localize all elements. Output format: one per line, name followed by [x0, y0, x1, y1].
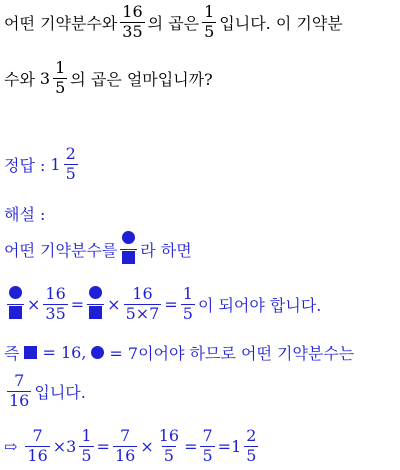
solution-step-4: $\frac{7}{16}$ 입니다.: [9, 371, 86, 410]
solution-step-3: 즉 = 16, = 7이어야 하므로 어떤 기약분수는: [4, 343, 355, 363]
circle-shape-icon: [89, 286, 102, 299]
mixed-number: 3 $\frac{1}{5}$: [66, 426, 92, 465]
problem-text: 의 곱은 얼마입니까?: [70, 69, 213, 89]
answer-label: 정답 :: [4, 155, 46, 175]
answer-value: 1 $\frac{2}{5}$: [50, 144, 76, 183]
fraction: $\frac{7}{16}$: [114, 426, 136, 465]
times-sign: ×: [27, 294, 41, 314]
fraction: $\frac{7}{5}$: [202, 426, 213, 465]
arrow-icon: ⇨: [4, 436, 18, 456]
circle-over-square-fraction: [87, 286, 104, 323]
mixed-number-3-1-5: 3 $\frac{1}{5}$: [39, 58, 66, 97]
problem-line-1: [4, 4, 343, 41]
fraction-7-16: $\frac{7}{16}$: [9, 371, 30, 410]
solution-step-1: 어떤 기약분수를 라 하면: [4, 231, 192, 268]
equals-sign: =: [96, 436, 110, 456]
fraction: $\frac{16}{35}$: [45, 284, 66, 323]
result-mixed-number: 1 $\frac{2}{5}$: [231, 426, 257, 465]
times-sign: ×: [52, 436, 67, 456]
square-shape-icon: [89, 306, 102, 319]
fraction: $\frac{16}{5\times 7}$: [125, 284, 160, 323]
problem-text: 수와: [4, 69, 35, 89]
times-sign: ×: [140, 436, 154, 456]
solution-step-5: [4, 428, 261, 465]
equals-sign: =: [164, 294, 178, 314]
problem-text: 입니다. 이 기약분: [219, 13, 343, 33]
equals-sign: =: [217, 436, 232, 456]
fraction-1-5: $\frac{1}{5}$: [204, 2, 215, 41]
solution-title: 해설 :: [4, 205, 46, 224]
fraction-16-35: $\frac{16}{35}$: [122, 2, 143, 41]
equals-sign: =: [184, 436, 198, 456]
square-shape-icon: [24, 346, 37, 359]
circle-over-square-fraction: [7, 286, 24, 323]
times-sign: ×: [107, 294, 121, 314]
fraction: $\frac{7}{16}$: [27, 426, 48, 465]
equals-sign: =: [70, 294, 85, 314]
circle-shape-icon: [91, 346, 104, 359]
problem-text: 어떤 기약분수와: [4, 13, 118, 33]
circle-over-square-fraction: [120, 231, 137, 268]
square-shape-icon: [9, 306, 22, 319]
fraction: $\frac{16}{5}$: [158, 426, 180, 465]
answer-line: [4, 146, 81, 183]
circle-shape-icon: [122, 231, 135, 244]
problem-text: 의 곱은: [147, 13, 200, 33]
circle-shape-icon: [9, 286, 22, 299]
fraction: $\frac{1}{5}$: [182, 284, 193, 323]
problem-line-2: [4, 60, 213, 97]
square-shape-icon: [122, 251, 135, 264]
solution-step-2: × $\frac{16}{35}$ = × $\frac{16}{5\times 7}$ = $\frac{1}{5}$ 이 되어야 합니다.: [4, 286, 321, 323]
